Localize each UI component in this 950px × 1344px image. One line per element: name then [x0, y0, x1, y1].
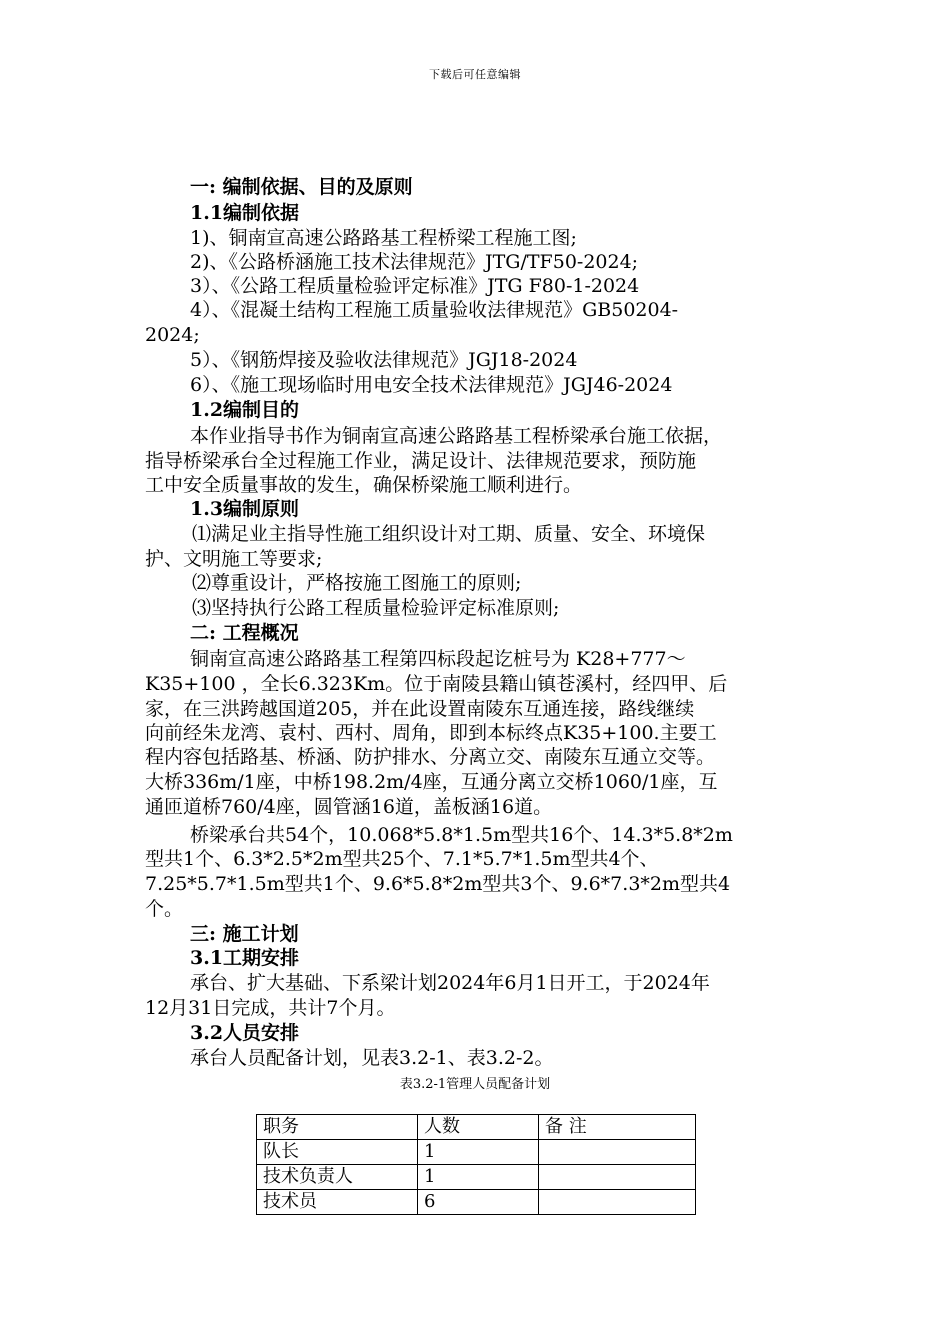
- staff-intro-line: 承台人员配备计划，见表3.2-1、表3.2-2。: [190, 1047, 554, 1069]
- table-header-row: [257, 1115, 696, 1140]
- header-cell-remark: 备 注: [539, 1115, 696, 1140]
- overview-line-10: 7.25*5.7*1.5m型共1个、9.6*5.8*2m型共3个、9.6*7.3*2m型共4: [145, 873, 731, 895]
- principle-line-1: ⑴满足业主指导性施工组织设计对工期、质量、安全、环境保: [192, 523, 706, 545]
- subsection-heading-1-2: 1.2编制目的: [190, 399, 300, 421]
- section-heading-1: 一: 编制依据、目的及原则: [190, 176, 413, 198]
- cell-position: 技术负责人: [257, 1165, 418, 1190]
- subsection-heading-1-3: 1.3编制原则: [190, 498, 300, 520]
- page-header: 下载后可任意编辑: [429, 68, 521, 81]
- basis-item-3: 3）、《公路工程质量检验评定标准》JTG F80-1-2024: [190, 275, 640, 297]
- basis-item-5: 5）、《钢筋焊接及验收法律规范》JGJ18-2024: [190, 349, 578, 371]
- basis-item-4-cont: 2024;: [145, 324, 200, 346]
- cell-remark: [539, 1190, 696, 1215]
- overview-line-3: 家，在三洪跨越国道205，并在此设置南陵东互通连接，路线继续: [145, 698, 695, 720]
- header-cell-position: 职务: [257, 1115, 418, 1140]
- purpose-line-1: 本作业指导书作为铜南宣高速公路路基工程桥梁承台施工依据，: [190, 425, 723, 447]
- overview-line-8: 桥梁承台共54个，10.068*5.8*1.5m型共16个、14.3*5.8*2m: [190, 824, 733, 846]
- subsection-heading-3-2: 3.2人员安排: [190, 1022, 300, 1044]
- cell-remark: [539, 1165, 696, 1190]
- staff-table: [256, 1114, 696, 1215]
- basis-item-6: 6）、《施工现场临时用电安全技术法律规范》JGJ46-2024: [190, 374, 673, 396]
- overview-line-1: 铜南宣高速公路路基工程第四标段起讫桩号为 K28+777～: [190, 648, 686, 670]
- overview-line-6: 大桥336m/1座，中桥198.2m/4座，互通分离立交桥1060/1座，互: [145, 771, 718, 793]
- subsection-heading-1-1: 1.1编制依据: [190, 202, 300, 224]
- header-cell-count: 人数: [418, 1115, 539, 1140]
- cell-position: 技术员: [257, 1190, 418, 1215]
- schedule-line-1: 承台、扩大基础、下系梁计划2024年6月1日开工，于2024年: [190, 972, 710, 994]
- purpose-line-2: 指导桥梁承台全过程施工作业，满足设计、法律规范要求，预防施: [145, 450, 697, 472]
- section-heading-2: 二: 工程概况: [190, 622, 299, 644]
- principle-line-1-cont: 护、文明施工等要求;: [145, 548, 323, 570]
- cell-position: 队长: [257, 1140, 418, 1165]
- basis-item-4: 4）、《混凝土结构工程施工质量验收法律规范》GB50204-: [190, 299, 679, 321]
- overview-line-9: 型共1个、6.3*2.5*2m型共25个、7.1*5.7*1.5m型共4个、: [145, 848, 659, 870]
- basis-item-2: 2)、《公路桥涵施工技术法律规范》JTG/TF50-2024;: [190, 251, 639, 273]
- cell-count: 1: [418, 1165, 539, 1190]
- principle-line-3: ⑶坚持执行公路工程质量检验评定标准原则;: [192, 597, 560, 619]
- section-heading-3: 三: 施工计划: [190, 923, 299, 945]
- table-row: [257, 1190, 696, 1215]
- table-caption: 表3.2-1管理人员配备计划: [399, 1077, 551, 1092]
- cell-count: 6: [418, 1190, 539, 1215]
- table-row: [257, 1140, 696, 1165]
- cell-count: 1: [418, 1140, 539, 1165]
- cell-remark: [539, 1140, 696, 1165]
- table-row: [257, 1165, 696, 1190]
- overview-line-11: 个。: [145, 898, 184, 920]
- overview-line-4: 向前经朱龙湾、袁村、西村、周角，即到本标终点K35+100.主要工: [145, 722, 717, 744]
- overview-line-5: 程内容包括路基、桥涵、防护排水、分离立交、南陵东互通立交等。: [145, 746, 716, 768]
- basis-item-1: 1)、铜南宣高速公路路基工程桥梁工程施工图;: [190, 227, 577, 249]
- principle-line-2: ⑵尊重设计，严格按施工图施工的原则;: [192, 572, 522, 594]
- purpose-line-3: 工中安全质量事故的发生，确保桥梁施工顺利进行。: [145, 474, 583, 496]
- subsection-heading-3-1: 3.1工期安排: [190, 947, 300, 969]
- overview-line-2: K35+100 ，全长6.323Km。位于南陵县籍山镇苍溪村，经四甲、后: [145, 673, 728, 695]
- schedule-line-2: 12月31日完成，共计7个月。: [145, 997, 396, 1019]
- overview-line-7: 通匝道桥760/4座，圆管涵16道，盖板涵16道。: [145, 796, 553, 818]
